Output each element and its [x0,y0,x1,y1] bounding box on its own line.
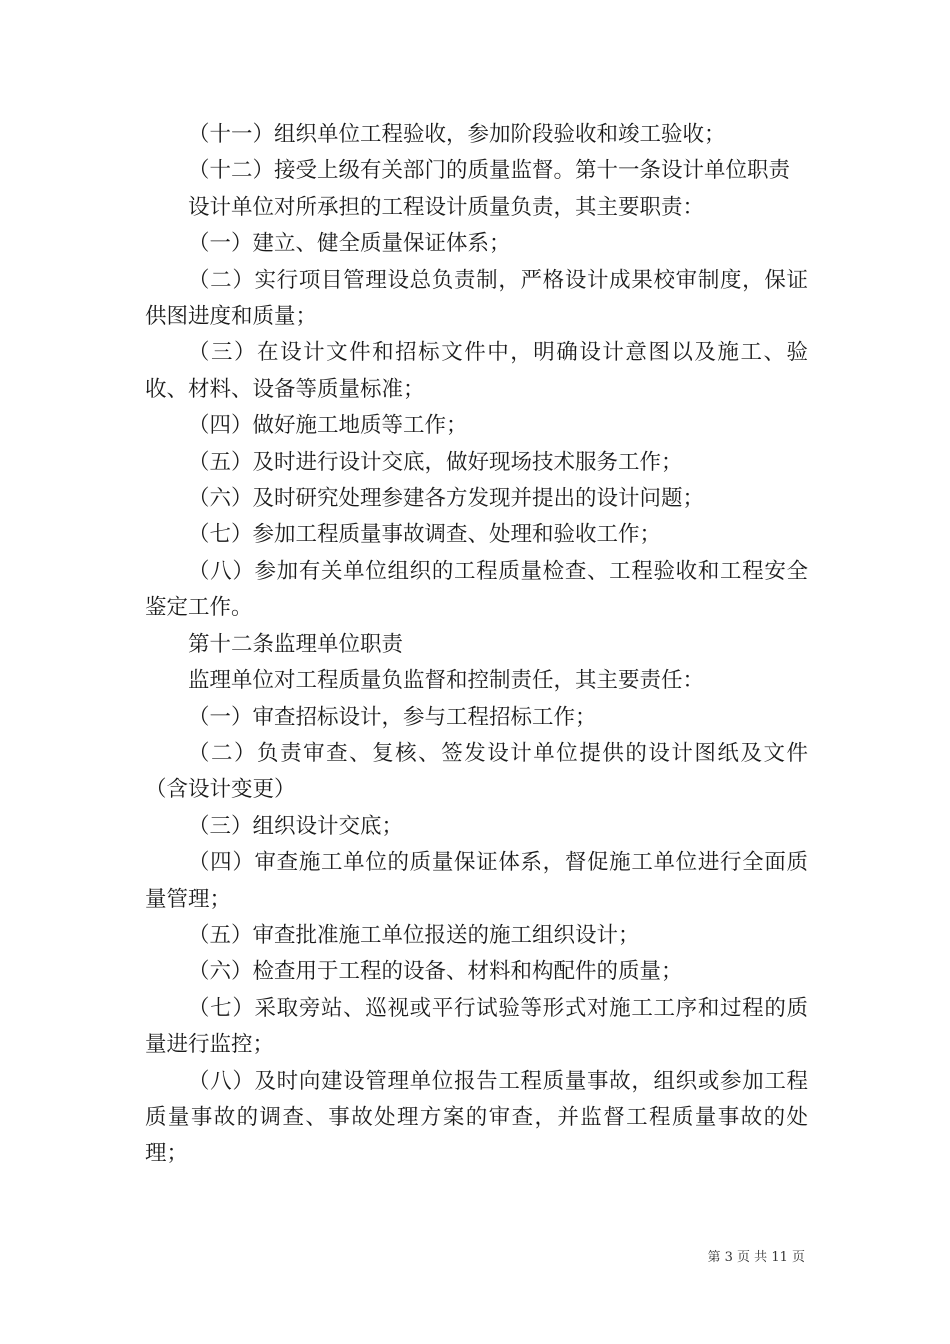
paragraph: （四）做好施工地质等工作； [188,413,468,439]
paragraph: （二）负责审查、复核、签发设计单位提供的设计图纸及文件（含设计变更） [145,740,808,803]
paragraph: 监理单位对工程质量负监督和控制责任，其主要责任： [188,668,705,694]
document-body [145,117,808,1173]
paragraph: （十二）接受上级有关部门的质量监督。第十一条设计单位职责 [188,158,791,184]
paragraph: （七）采取旁站、巡视或平行试验等形式对施工工序和过程的质量进行监控； [145,995,808,1058]
paragraph: （六）检查用于工程的设备、材料和构配件的质量； [188,959,683,985]
paragraph: （八）及时向建设管理单位报告工程质量事故，组织或参加工程质量事故的调查、事故处理方案的审查，并监督工程质量事故的处理； [145,1068,808,1167]
paragraph: （一）建立、健全质量保证体系； [188,231,511,257]
paragraph: （五）及时进行设计交底，做好现场技术服务工作； [188,449,683,475]
paragraph: （十一）组织单位工程验收，参加阶段验收和竣工验收； [188,122,726,147]
paragraph: （四）审查施工单位的质量保证体系，督促施工单位进行全面质量管理； [145,850,808,912]
section-heading: 第十二条监理单位职责 [188,631,404,657]
paragraph: （二）实行项目管理设总负责制，严格设计成果校审制度，保证供图进度和质量； [145,267,808,330]
paragraph: 设计单位对所承担的工程设计质量负责，其主要职责： [188,194,705,220]
page-number-footer: 第 3 页 共 11 页 [707,1250,805,1265]
paragraph: （三）组织设计交底； [188,813,404,839]
paragraph: （五）审查批准施工单位报送的施工组织设计； [188,922,640,948]
paragraph: （三）在设计文件和招标文件中，明确设计意图以及施工、验收、材料、设备等质量标准； [145,340,808,402]
paragraph: （八）参加有关单位组织的工程质量检查、工程验收和工程安全鉴定工作。 [145,558,808,621]
paragraph: （六）及时研究处理参建各方发现并提出的设计问题； [188,486,705,512]
paragraph: （七）参加工程质量事故调查、处理和验收工作； [188,522,662,548]
paragraph: （一）审查招标设计，参与工程招标工作； [188,704,597,730]
